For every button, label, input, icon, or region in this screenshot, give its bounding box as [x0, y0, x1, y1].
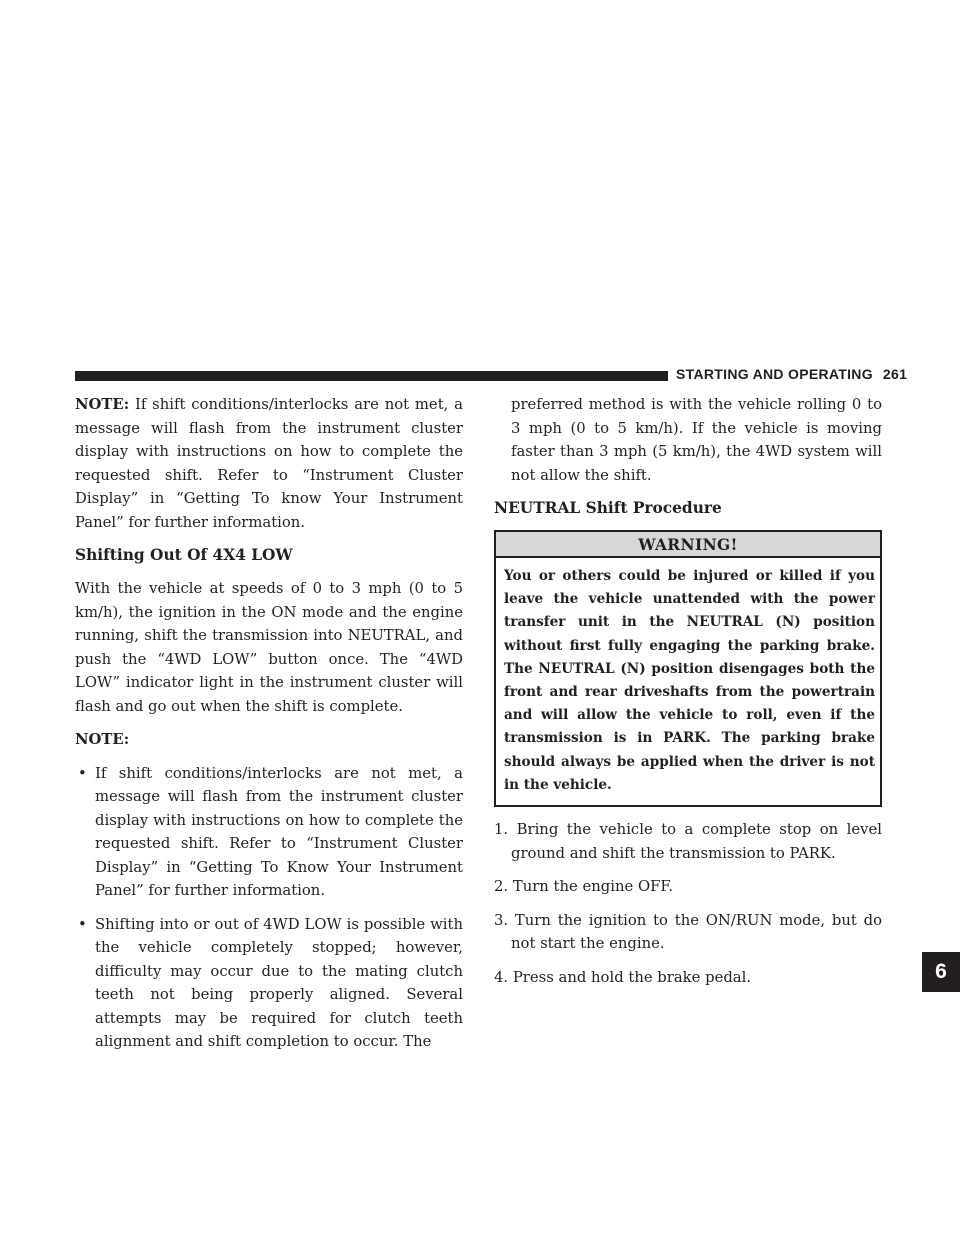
list-item: [75, 913, 463, 1054]
section-heading-4x4-low: Shifting Out Of 4X4 LOW: [75, 546, 293, 564]
list-item: 1. Bring the vehicle to a complete stop on level ground and shift the transmission to PARK.: [494, 821, 882, 862]
shift-out-paragraph: With the vehicle at speeds of 0 to 3 mph (0 to 5 km/h), the ignition in the ON mode and the engine running, shift the transmission into NEUTRAL, and push the “4WD LOW” button once. The “4WD LOW” indicator light in the instrument cluster will flash and go out when the shift is complete.: [75, 580, 463, 715]
warning-title: WARNING!: [496, 532, 880, 558]
right-column: [494, 393, 882, 999]
bullet-icon: •: [78, 764, 87, 782]
procedure-steps: [494, 818, 882, 989]
note-label: NOTE:: [75, 396, 130, 413]
warning-box: [494, 530, 882, 807]
left-column: [75, 393, 463, 1064]
warning-text: You or others could be injured or killed if you leave the vehicle unattended with the power transfer unit in the NEUTRAL (N) position without first fully engaging the parking brake. The NEUTRAL (N) position disengages both the front and rear driveshafts from the powertrain and will allow the vehicle to roll, even if the transmission is in PARK. The parking brake should always be applied when the driver is not in the vehicle.: [504, 568, 875, 793]
list-item: 3. Turn the ignition to the ON/RUN mode, but do not start the engine.: [494, 911, 882, 953]
note-intro: [75, 393, 463, 534]
list-item: 2. Turn the engine OFF.: [494, 878, 674, 896]
section-heading-neutral-shift: NEUTRAL Shift Procedure: [494, 499, 722, 517]
page-number: 261: [882, 366, 908, 382]
header-rule: [75, 371, 668, 381]
note-bullet-list: [75, 762, 463, 1054]
running-header: [676, 366, 907, 382]
list-item: [75, 762, 463, 903]
list-item: 4. Press and hold the brake pedal.: [494, 968, 752, 986]
bullet-icon: •: [78, 915, 87, 933]
note-intro-text: If shift conditions/interlocks are not met, a message will flash from the instrument cluster display with instructions on how to complete the requested shift. Refer to “Instrument Cluster Display” in “Getting To know Your Instrument Panel” for further information.: [75, 396, 463, 531]
chapter-tab: 6: [922, 952, 960, 992]
note-heading: NOTE:: [75, 731, 130, 748]
section-title: STARTING AND OPERATING: [676, 366, 873, 382]
bullet-text: Shifting into or out of 4WD LOW is possible with the vehicle completely stopped; however, difficulty may occur due to the mating clutch teeth not being properly aligned. Several attempts may be required for clutch teeth alignment and shift completion to occur. The: [95, 915, 463, 1050]
continuation-paragraph: preferred method is with the vehicle rolling 0 to 3 mph (0 to 5 km/h). If the vehicle is moving faster than 3 mph (5 km/h), the 4WD system will not allow the shift.: [511, 396, 882, 484]
bullet-text: If shift conditions/interlocks are not met, a message will flash from the instrument cluster display with instructions on how to complete the requested shift. Refer to “Instrument Cluster Display” in “Getting To Know Your Instrument Panel” for further information.: [95, 764, 463, 899]
